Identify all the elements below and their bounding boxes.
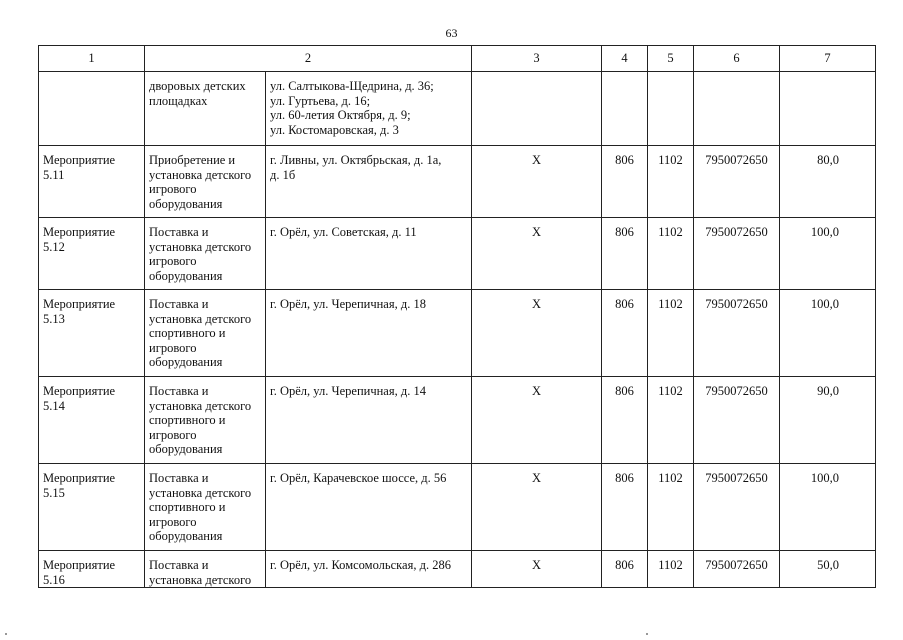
name-line: Приобретение и <box>149 153 236 167</box>
col6-cell: 7950072650 <box>694 146 780 218</box>
address-line: г. Орёл, ул. Советская, д. 11 <box>270 225 417 239</box>
budget-table <box>38 45 876 588</box>
measure-number: 5.16 <box>43 572 65 587</box>
name-line: игрового <box>149 182 197 196</box>
name-cell <box>145 218 266 290</box>
col4-cell: 806 <box>602 377 648 464</box>
measure-cell <box>39 218 145 290</box>
col4-cell: 806 <box>602 464 648 551</box>
measure-label: Мероприятие <box>43 225 116 239</box>
name-line: спортивного и <box>149 500 226 514</box>
name-line: площадках <box>149 93 208 108</box>
address-line: г. Орёл, ул. Черепичная, д. 18 <box>270 297 426 311</box>
name-line: Поставка и <box>149 471 209 485</box>
col6-cell: 7950072650 <box>694 377 780 464</box>
name-line: игрового <box>149 514 197 529</box>
col5-cell: 1102 <box>648 146 694 218</box>
address-line: ул. Салтыкова-Щедрина, д. 36; <box>270 79 434 93</box>
measure-label: Мероприятие <box>43 471 116 485</box>
measure-cell <box>39 464 145 551</box>
col6-cell: 7950072650 <box>694 290 780 377</box>
name-line: установка детского <box>149 239 252 254</box>
name-line: установка детского <box>149 167 252 182</box>
col7-cell: 50,0 <box>780 551 876 588</box>
col7-cell: 100,0 <box>780 218 876 290</box>
col5-cell: 1102 <box>648 551 694 588</box>
table-row <box>39 72 876 146</box>
col4-cell: 806 <box>602 218 648 290</box>
name-line: установка детского <box>149 311 252 326</box>
col5-cell: 1102 <box>648 218 694 290</box>
name-line: спортивного и <box>149 326 226 340</box>
col7-cell: 100,0 <box>780 464 876 551</box>
col3-cell: Х <box>472 551 602 588</box>
address-line: ул. Гуртьева, д. 16; <box>270 93 371 108</box>
name-line: оборудования <box>149 268 223 283</box>
table-row <box>39 290 876 377</box>
col5-cell: 1102 <box>648 464 694 551</box>
address-cell <box>266 377 472 464</box>
col4-cell <box>602 72 648 146</box>
address-cell <box>266 290 472 377</box>
name-cell <box>145 146 266 218</box>
col5-cell: 1102 <box>648 290 694 377</box>
address-cell <box>266 464 472 551</box>
measure-cell <box>39 377 145 464</box>
name-cell <box>145 377 266 464</box>
measure-number: 5.15 <box>43 485 65 500</box>
scan-speck <box>5 633 7 635</box>
table-row <box>39 551 876 588</box>
col7-cell: 80,0 <box>780 146 876 218</box>
name-line: оборудования <box>149 355 223 369</box>
measure-number: 5.11 <box>43 167 65 182</box>
col6-cell: 7950072650 <box>694 551 780 588</box>
name-line: дворовых детских <box>149 79 246 93</box>
measure-number: 5.14 <box>43 398 65 413</box>
col4-cell: 806 <box>602 290 648 377</box>
name-line: оборудования <box>149 196 223 211</box>
col3-cell: Х <box>472 290 602 377</box>
table-row <box>39 464 876 551</box>
header-row <box>39 46 876 72</box>
col7-cell <box>780 72 876 146</box>
header-col-5: 5 <box>648 46 694 72</box>
col3-cell: Х <box>472 377 602 464</box>
col3-cell <box>472 72 602 146</box>
measure-label: Мероприятие <box>43 153 116 167</box>
col3-cell: Х <box>472 146 602 218</box>
address-cell <box>266 146 472 218</box>
measure-cell <box>39 290 145 377</box>
measure-label: Мероприятие <box>43 558 116 572</box>
name-cell <box>145 551 266 588</box>
col6-cell: 7950072650 <box>694 218 780 290</box>
header-col-3: 3 <box>472 46 602 72</box>
col7-cell: 90,0 <box>780 377 876 464</box>
name-cell <box>145 72 266 146</box>
measure-label: Мероприятие <box>43 384 116 398</box>
col3-cell: Х <box>472 218 602 290</box>
table-row <box>39 377 876 464</box>
name-line: Поставка и <box>149 384 209 398</box>
header-col-1: 1 <box>39 46 145 72</box>
measure-number: 5.13 <box>43 311 65 326</box>
address-line: ул. 60-летия Октября, д. 9; <box>270 108 411 122</box>
measure-cell <box>39 146 145 218</box>
measure-cell <box>39 551 145 588</box>
name-line: оборудования <box>149 529 223 543</box>
col4-cell: 806 <box>602 146 648 218</box>
address-cell <box>266 72 472 146</box>
name-cell <box>145 464 266 551</box>
name-line: Поставка и <box>149 558 209 572</box>
name-line: Поставка и <box>149 297 209 311</box>
name-cell <box>145 290 266 377</box>
col6-cell: 7950072650 <box>694 464 780 551</box>
table-row <box>39 146 876 218</box>
col3-cell: Х <box>472 464 602 551</box>
measure-label: Мероприятие <box>43 297 116 311</box>
name-line: установка детского <box>149 398 252 413</box>
table-row <box>39 218 876 290</box>
header-col-2: 2 <box>145 46 472 72</box>
name-line: установка детского <box>149 572 252 587</box>
address-line: г. Орёл, Карачевское шоссе, д. 56 <box>270 471 447 485</box>
col7-cell: 100,0 <box>780 290 876 377</box>
address-line: г. Ливны, ул. Октябрьская, д. 1а, <box>270 153 442 167</box>
measure-number: 5.12 <box>43 239 65 254</box>
measure-cell <box>39 72 145 146</box>
name-line: игрового <box>149 254 197 268</box>
name-line: установка детского <box>149 485 252 500</box>
col6-cell <box>694 72 780 146</box>
name-line: оборудования <box>149 442 223 456</box>
name-line: игрового <box>149 427 197 442</box>
scan-speck <box>646 633 648 635</box>
address-cell <box>266 218 472 290</box>
address-line: ул. Костомаровская, д. 3 <box>270 122 399 137</box>
header-col-7: 7 <box>780 46 876 72</box>
header-col-6: 6 <box>694 46 780 72</box>
page-number: 63 <box>445 26 458 40</box>
address-line: д. 1б <box>270 167 296 182</box>
name-line: спортивного и <box>149 413 226 427</box>
col5-cell: 1102 <box>648 377 694 464</box>
address-line: г. Орёл, ул. Комсомольская, д. 286 <box>270 558 451 572</box>
col5-cell <box>648 72 694 146</box>
address-line: г. Орёл, ул. Черепичная, д. 14 <box>270 384 426 398</box>
header-col-4: 4 <box>602 46 648 72</box>
col4-cell: 806 <box>602 551 648 588</box>
address-cell <box>266 551 472 588</box>
name-line: Поставка и <box>149 225 209 239</box>
name-line: игрового <box>149 340 197 355</box>
